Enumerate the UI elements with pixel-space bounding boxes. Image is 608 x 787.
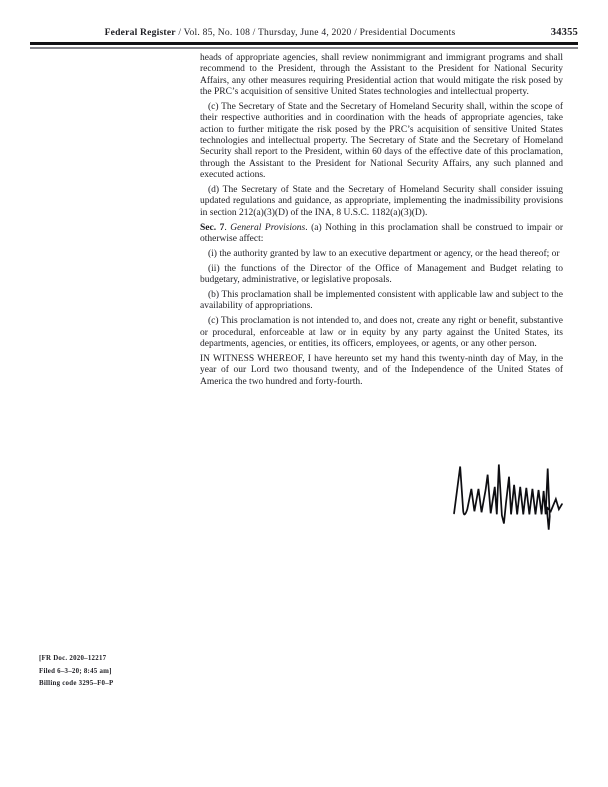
presidential-signature bbox=[451, 456, 565, 532]
paragraph-i: (i) the authority granted by law to an executive department or agency, or the head thereof; or bbox=[208, 248, 560, 259]
trump-signature-icon bbox=[451, 456, 565, 532]
fr-doc-number: [FR Doc. 2020–12217 bbox=[39, 655, 107, 662]
header-rule-bottom bbox=[30, 47, 578, 49]
paragraph-witness: IN WITNESS WHEREOF, I have hereunto set my hand this twenty-ninth day of May, in the year of our Lord two thousand twenty, and of the Independence of the United States of America the two hundred and forty-fourth. bbox=[200, 354, 563, 387]
paragraph-b: (b) This proclamation shall be implemented consistent with applicable law and subject to the availability of appropriations. bbox=[200, 290, 563, 312]
issue-info: / Vol. 85, No. 108 / Thursday, June 4, 2020 / Presidential Documents bbox=[175, 27, 456, 38]
paragraph-sec7 bbox=[200, 223, 563, 246]
document-body bbox=[200, 53, 563, 392]
paragraph-c-secretary: (c) The Secretary of State and the Secretary of Homeland Security shall, within the scope of their respective authorities and in coordination with the heads of appropriate agencies, take action to further mitigate the risk posed by the PRC’s acquisition of sensitive United States technologies and intellectual property. The Secretary of State and the Secretary of Homeland Security shall report to the President, within 60 days of the effective date of this proclamation, through the Assistant to the President for National Security Affairs, any such planned and executed actions. bbox=[200, 101, 563, 181]
page-number: 34355 bbox=[550, 27, 578, 38]
page-header bbox=[30, 27, 578, 38]
filed-date: Filed 6–3–20; 8:45 am] bbox=[39, 667, 112, 675]
sec7-heading: General Provisions bbox=[230, 222, 306, 233]
paragraph-c-intent: (c) This proclamation is not intended to, and does not, create any right or benefit, substantive or procedural, enforceable at law or in equity by any party against the United States, its departments, agencies, or entities, its officers, employees, or agents, or any other person. bbox=[200, 316, 563, 350]
header-text bbox=[30, 27, 578, 38]
paragraph-d-secretary: (d) The Secretary of State and the Secretary of Homeland Security shall consider issuing updated regulations and guidance, as appropriate, implementing the inadmissibility provisions in section 212(a)(3)(D) of the INA, 8 U.S.C. 1182(a)(3)(D). bbox=[200, 184, 563, 218]
sec7-text: . (a) Nothing in this proclamation shall be construed to impair or otherwise affect: bbox=[200, 222, 564, 244]
sec7-separator: . bbox=[224, 222, 231, 233]
filing-info bbox=[39, 653, 113, 691]
paragraph-ii: (ii) the functions of the Director of the Office of Management and Budget relating to budgetary, administrative, or legislative proposals. bbox=[200, 263, 563, 286]
sec7-label: Sec. 7 bbox=[200, 222, 225, 233]
paragraph-continuation: heads of appropriate agencies, shall review nonimmigrant and immigrant programs and shall recommend to the President, through the Assistant to the President for National Security Affairs, any other measures requiring Presidential action that would mitigate the risk posed by the PRC’s acquisition of sensitive United States technologies and intellectual property. bbox=[200, 53, 563, 98]
header-rule-top bbox=[30, 42, 578, 45]
billing-code: Billing code 3295–F0–P bbox=[39, 680, 114, 688]
journal-title: Federal Register bbox=[104, 27, 176, 38]
